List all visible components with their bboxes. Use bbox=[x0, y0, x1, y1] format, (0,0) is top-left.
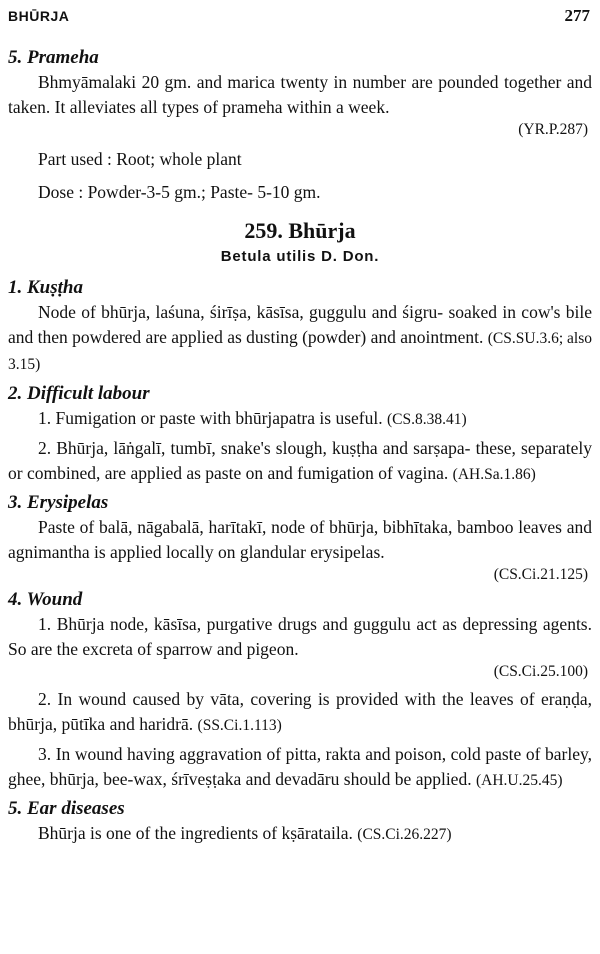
section-kustha bbox=[8, 276, 592, 378]
kustha-reference: (CS.SU.3.6; also 3.15) bbox=[8, 329, 592, 373]
section-prameha bbox=[8, 46, 592, 204]
wound-reference-1: (CS.Ci.25.100) bbox=[493, 663, 588, 680]
labour-reference-1: (CS.8.38.41) bbox=[386, 410, 467, 428]
running-header bbox=[8, 6, 590, 26]
wound-paragraph-3: 3. In wound having aggravation of pitta, rakta and poison, cold paste of barley, ghee, bhūrja, bee-wax, śrīveṣṭaka and devadāru should be applied. (AH.U.25.45) bbox=[8, 744, 592, 789]
erysipelas-text: Paste of balā, nāgabalā, harītakī, node of bhūrja, bibhītaka, bamboo leaves and agnimantha is applied locally on glandular erysipelas. bbox=[8, 517, 592, 562]
section-erysipelas bbox=[8, 491, 592, 586]
wound-reference-3: (AH.U.25.45) bbox=[475, 771, 563, 789]
chapter-subtitle: Betula utilis D. Don. bbox=[220, 248, 380, 265]
section-wound bbox=[8, 588, 592, 793]
section-heading-kustha: 1. Kuṣṭha bbox=[8, 277, 83, 298]
section-heading-ear: 5. Ear diseases bbox=[8, 798, 125, 819]
page-content bbox=[8, 46, 592, 848]
prameha-text: Bhmyāmalaki 20 gm. and marica twenty in number are pounded together and taken. It alleviates all types of prameha within a week. bbox=[8, 72, 592, 117]
section-heading-wound: 4. Wound bbox=[8, 589, 83, 610]
page-number: 277 bbox=[564, 6, 590, 25]
wound-reference-2: (SS.Ci.1.113) bbox=[197, 716, 282, 734]
section-heading-prameha: 5. Prameha bbox=[8, 47, 99, 68]
section-difficult-labour bbox=[8, 382, 592, 488]
labour-paragraph-1: 1. Fumigation or paste with bhūrjapatra is useful. (CS.8.38.41) bbox=[38, 407, 467, 428]
wound-paragraph-2: 2. In wound caused by vāta, covering is provided with the leaves of eraṇḍa, bhūrja, pūtīka and haridrā. (SS.Ci.1.113) bbox=[8, 689, 592, 734]
prameha-reference: (YR.P.287) bbox=[518, 121, 588, 138]
labour-paragraph-2: 2. Bhūrja, lāṅgalī, tumbī, snake's slough, kuṣṭha and sarṣapa- these, separately or combined, are applied as paste on and fumigation of vagina. (AH.Sa.1.86) bbox=[8, 438, 592, 483]
erysipelas-reference: (CS.Ci.21.125) bbox=[493, 566, 588, 583]
section-heading-labour: 2. Difficult labour bbox=[8, 382, 150, 404]
wound-paragraph-1: 1. Bhūrja node, kāsīsa, purgative drugs and guggulu act as depressing agents. So are the excreta of sparrow and pigeon. bbox=[8, 614, 592, 659]
section-ear-diseases bbox=[8, 797, 592, 848]
kustha-text: Node of bhūrja, laśuna, śirīṣa, kāsīsa, guggulu and śigru- soaked in cow's bile and then powdered are applied as dusting (powder) and anointment. (CS.SU.3.6; also 3.15) bbox=[8, 302, 592, 373]
ear-reference: (CS.Ci.26.227) bbox=[357, 826, 452, 843]
part-used: Part used : Root; whole plant bbox=[38, 149, 242, 169]
section-heading-erysipelas: 3. Erysipelas bbox=[8, 492, 109, 513]
running-title: BHŪRJA bbox=[8, 8, 70, 24]
chapter-heading bbox=[8, 216, 592, 268]
ear-text: Bhūrja is one of the ingredients of kṣārataila. (CS.Ci.26.227) bbox=[38, 823, 452, 843]
chapter-title: 259. Bhūrja bbox=[244, 218, 356, 243]
dose: Dose : Powder-3-5 gm.; Paste- 5-10 gm. bbox=[38, 181, 321, 202]
labour-reference-2: (AH.Sa.1.86) bbox=[452, 465, 536, 483]
